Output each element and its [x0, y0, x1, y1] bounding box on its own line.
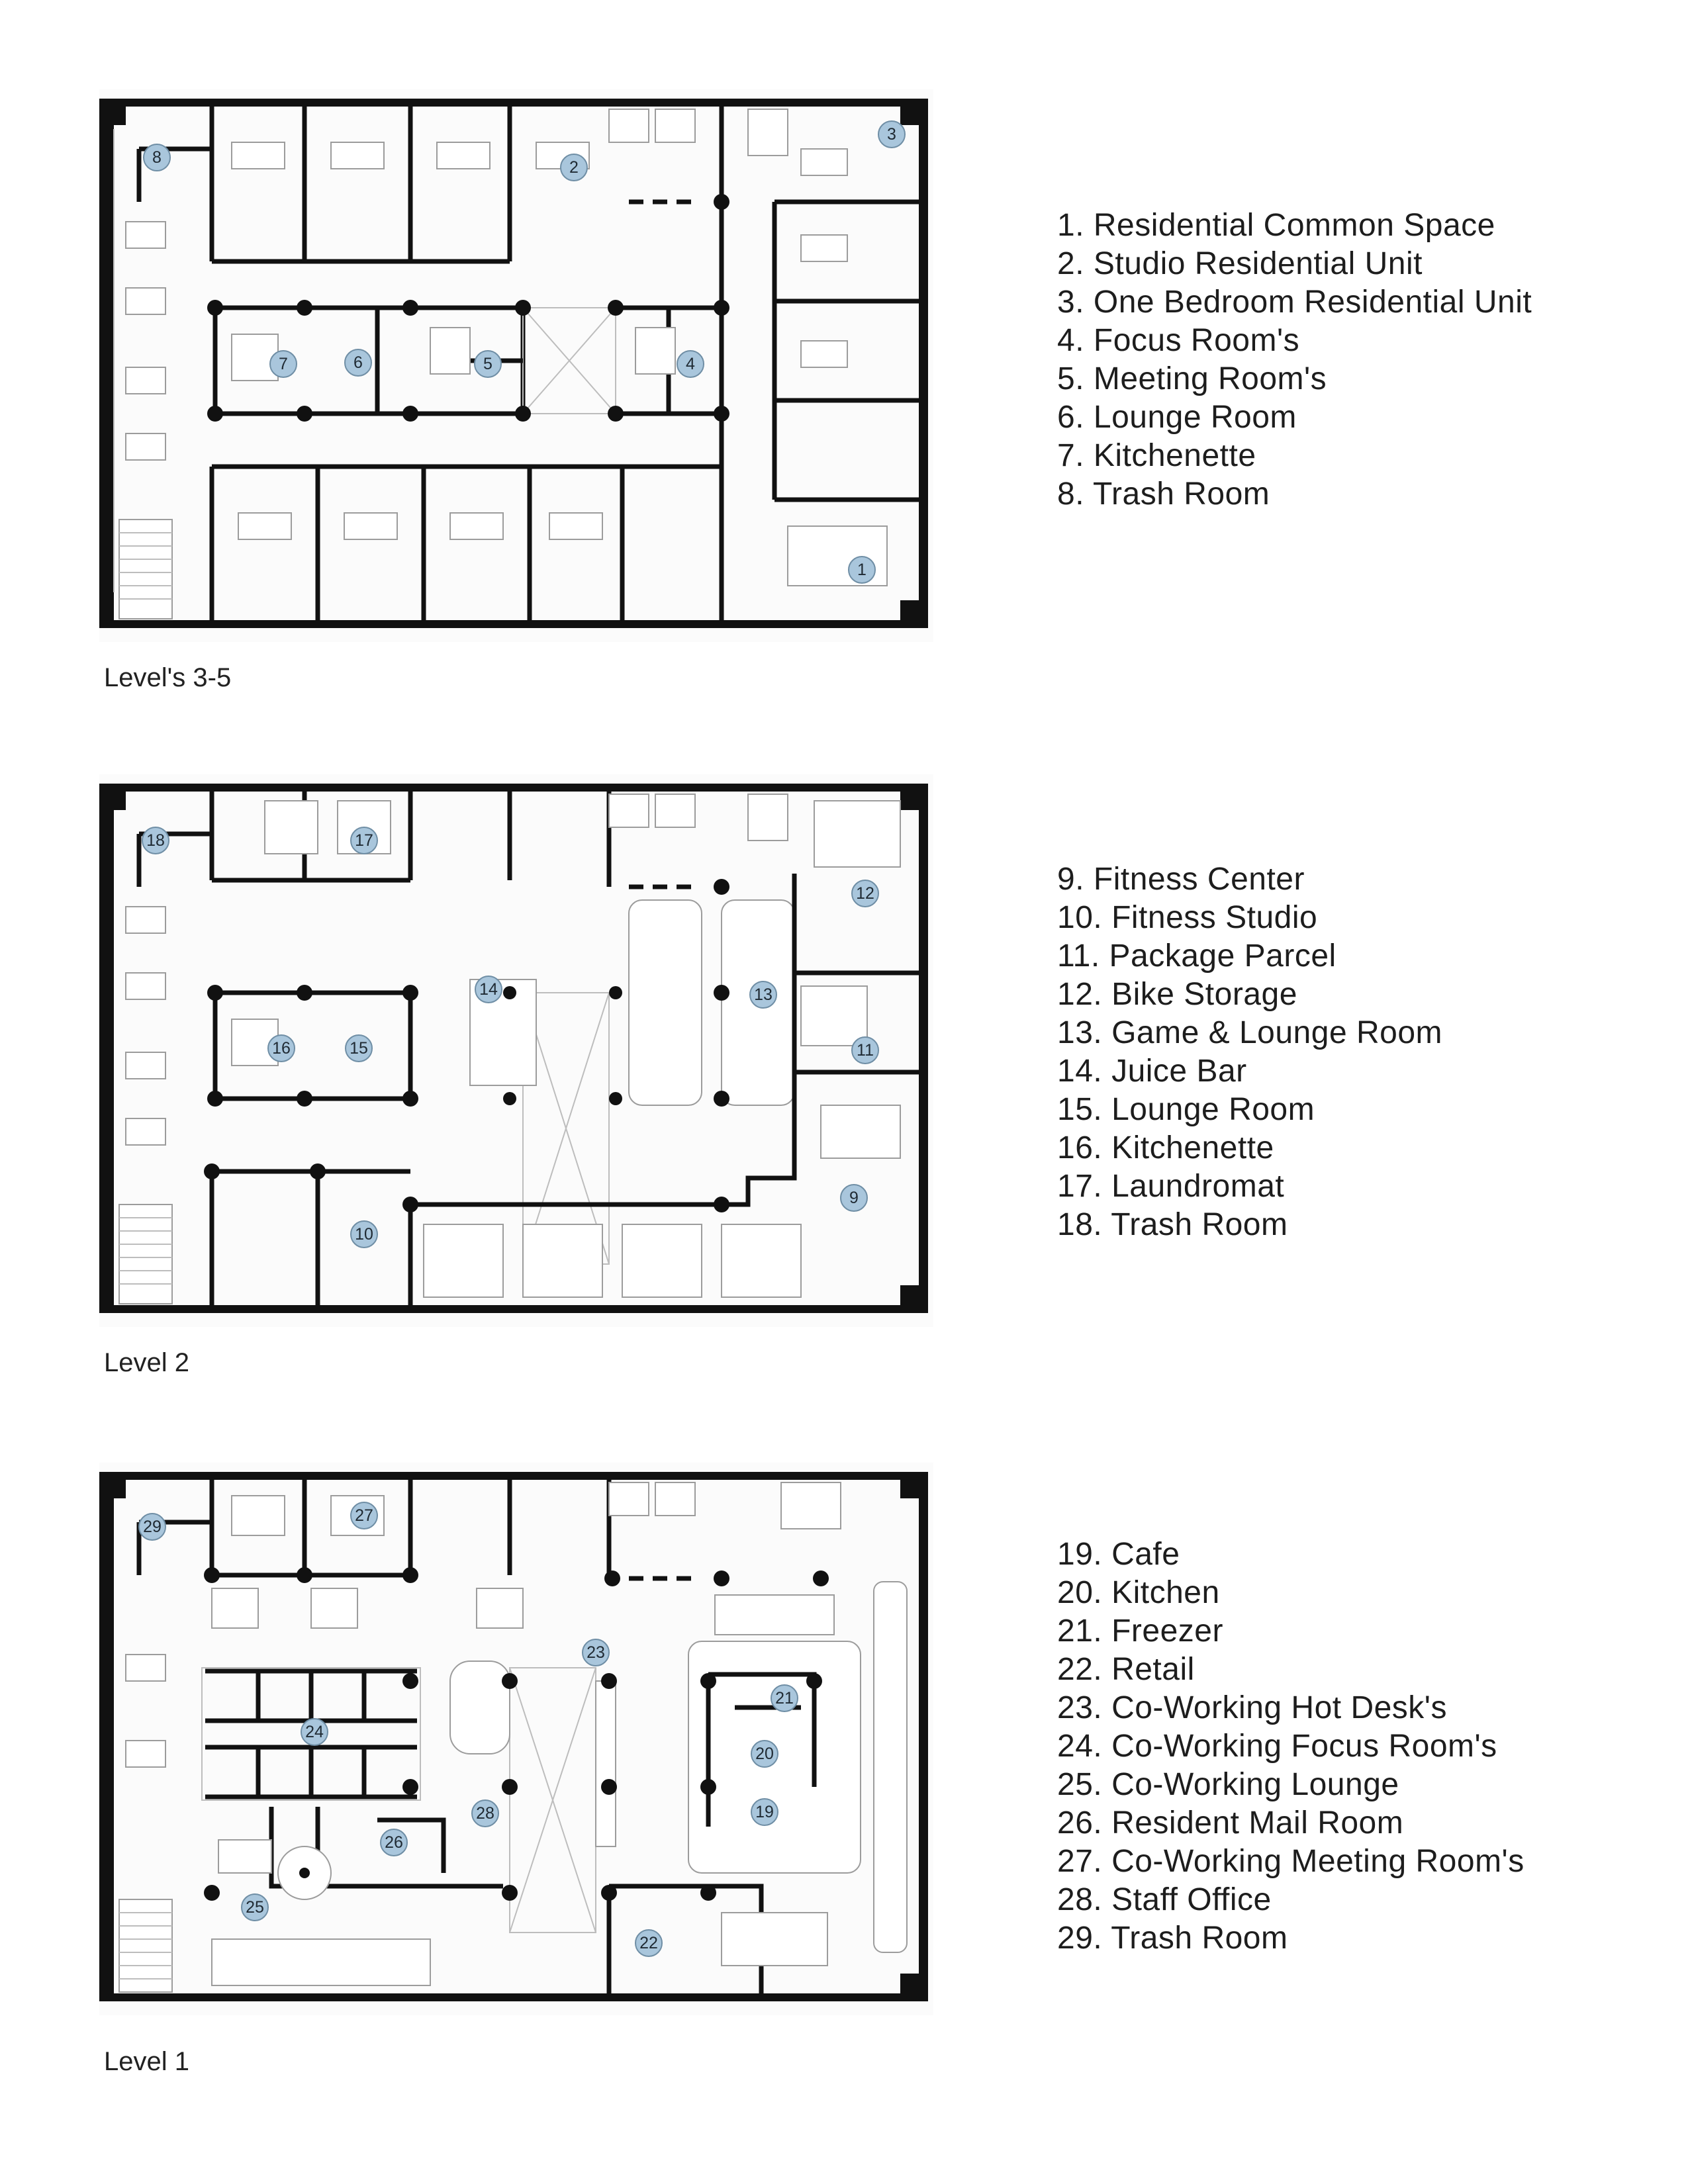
room-tag — [583, 1639, 609, 1666]
floor-plan-level-1 — [99, 1463, 933, 2015]
svg-text:3: 3 — [887, 125, 896, 144]
legend-item: 7. Kitchenette — [1057, 438, 1256, 473]
svg-text:22: 22 — [639, 1934, 658, 1952]
legend-item: 19. Cafe — [1057, 1537, 1180, 1572]
legend-item: 2. Studio Residential Unit — [1057, 246, 1423, 281]
legend-item: 5. Meeting Room's — [1057, 361, 1327, 396]
legend-item: 29. Trash Room — [1057, 1921, 1288, 1956]
room-tag — [139, 1514, 165, 1540]
room-tag — [351, 827, 377, 854]
room-tag — [677, 351, 704, 377]
legend-item: 3. One Bedroom Residential Unit — [1057, 285, 1532, 320]
legend-item: 24. Co-Working Focus Room's — [1057, 1729, 1497, 1764]
floor-plan-drawing — [99, 89, 933, 642]
room-tag — [301, 1719, 328, 1745]
legend-item: 1. Residential Common Space — [1057, 208, 1495, 243]
room-tag — [852, 880, 878, 907]
legend-item: 10. Fitness Studio — [1057, 900, 1318, 935]
legend-item: 18. Trash Room — [1057, 1207, 1288, 1242]
legend-levels-3-5 — [1057, 206, 1532, 514]
legend-item: 13. Game & Lounge Room — [1057, 1015, 1443, 1050]
svg-text:10: 10 — [355, 1225, 373, 1244]
room-tag — [841, 1185, 867, 1211]
floor-plan-drawing — [99, 1463, 933, 2015]
svg-text:13: 13 — [754, 985, 773, 1004]
legend-item: 12. Bike Storage — [1057, 977, 1297, 1012]
room-tag — [750, 981, 776, 1008]
plan-caption: Level 1 — [104, 2047, 189, 2076]
room-tag — [346, 1035, 372, 1062]
svg-text:7: 7 — [279, 355, 288, 373]
room-tag — [561, 154, 587, 181]
room-tag — [878, 121, 905, 148]
room-tag — [475, 976, 502, 1003]
legend-item: 14. Juice Bar — [1057, 1054, 1247, 1089]
legend-item: 17. Laundromat — [1057, 1169, 1285, 1204]
plan-caption: Level 2 — [104, 1348, 189, 1377]
floor-plan-levels-3-5 — [99, 89, 933, 642]
legend-level-2 — [1057, 860, 1442, 1244]
legend-item: 26. Resident Mail Room — [1057, 1805, 1404, 1841]
legend-item: 15. Lounge Room — [1057, 1092, 1315, 1127]
svg-text:11: 11 — [857, 1041, 874, 1060]
room-tag — [771, 1685, 798, 1711]
legend-item: 28. Staff Office — [1057, 1882, 1272, 1917]
legend-item: 9. Fitness Center — [1057, 862, 1305, 897]
room-tag — [144, 144, 170, 171]
legend-item: 25. Co-Working Lounge — [1057, 1767, 1399, 1802]
svg-text:20: 20 — [755, 1745, 774, 1763]
legend-item: 20. Kitchen — [1057, 1575, 1220, 1610]
legend-item: 23. Co-Working Hot Desk's — [1057, 1690, 1447, 1725]
legend-item: 16. Kitchenette — [1057, 1130, 1274, 1165]
svg-text:4: 4 — [686, 355, 695, 373]
svg-text:26: 26 — [385, 1833, 403, 1852]
svg-text:29: 29 — [143, 1518, 162, 1536]
room-tag — [475, 351, 501, 377]
svg-text:16: 16 — [272, 1039, 291, 1058]
svg-text:1: 1 — [857, 561, 867, 579]
room-tag — [751, 1799, 778, 1825]
room-tag — [270, 351, 297, 377]
svg-text:18: 18 — [146, 831, 165, 850]
svg-text:15: 15 — [350, 1039, 368, 1058]
svg-text:23: 23 — [586, 1643, 605, 1662]
legend-item: 27. Co-Working Meeting Room's — [1057, 1844, 1524, 1879]
room-tag — [849, 557, 875, 583]
svg-text:14: 14 — [479, 980, 498, 999]
legend-item: 8. Trash Room — [1057, 477, 1270, 512]
floor-plan-drawing — [99, 774, 933, 1327]
svg-text:19: 19 — [755, 1803, 774, 1821]
legend-item: 4. Focus Room's — [1057, 323, 1300, 358]
svg-text:21: 21 — [775, 1689, 794, 1707]
legend-item: 6. Lounge Room — [1057, 400, 1297, 435]
room-tag — [242, 1894, 268, 1921]
room-tag — [351, 1221, 377, 1248]
svg-text:2: 2 — [569, 158, 579, 177]
room-tag — [472, 1800, 498, 1827]
svg-text:28: 28 — [476, 1804, 494, 1823]
room-tag — [345, 349, 371, 376]
svg-text:24: 24 — [305, 1723, 324, 1741]
svg-text:12: 12 — [856, 884, 874, 903]
svg-text:5: 5 — [483, 355, 492, 373]
svg-text:6: 6 — [353, 353, 363, 372]
svg-text:9: 9 — [849, 1189, 859, 1207]
plan-caption: Level's 3-5 — [104, 663, 232, 692]
svg-text:17: 17 — [355, 831, 373, 850]
room-tag — [142, 827, 169, 854]
room-tag — [268, 1035, 295, 1062]
room-tag — [635, 1930, 662, 1956]
room-tag — [751, 1741, 778, 1767]
legend-item: 22. Retail — [1057, 1652, 1195, 1687]
legend-item: 11. Package Parcel — [1057, 938, 1336, 974]
floor-plan-level-2 — [99, 774, 933, 1327]
legend-item: 21. Freezer — [1057, 1614, 1223, 1649]
svg-text:8: 8 — [152, 148, 162, 167]
svg-text:27: 27 — [355, 1506, 373, 1525]
legend-level-1 — [1057, 1535, 1524, 1958]
room-tag — [852, 1037, 878, 1064]
svg-text:25: 25 — [246, 1898, 264, 1917]
room-tag — [381, 1829, 407, 1856]
room-tag — [351, 1502, 377, 1529]
